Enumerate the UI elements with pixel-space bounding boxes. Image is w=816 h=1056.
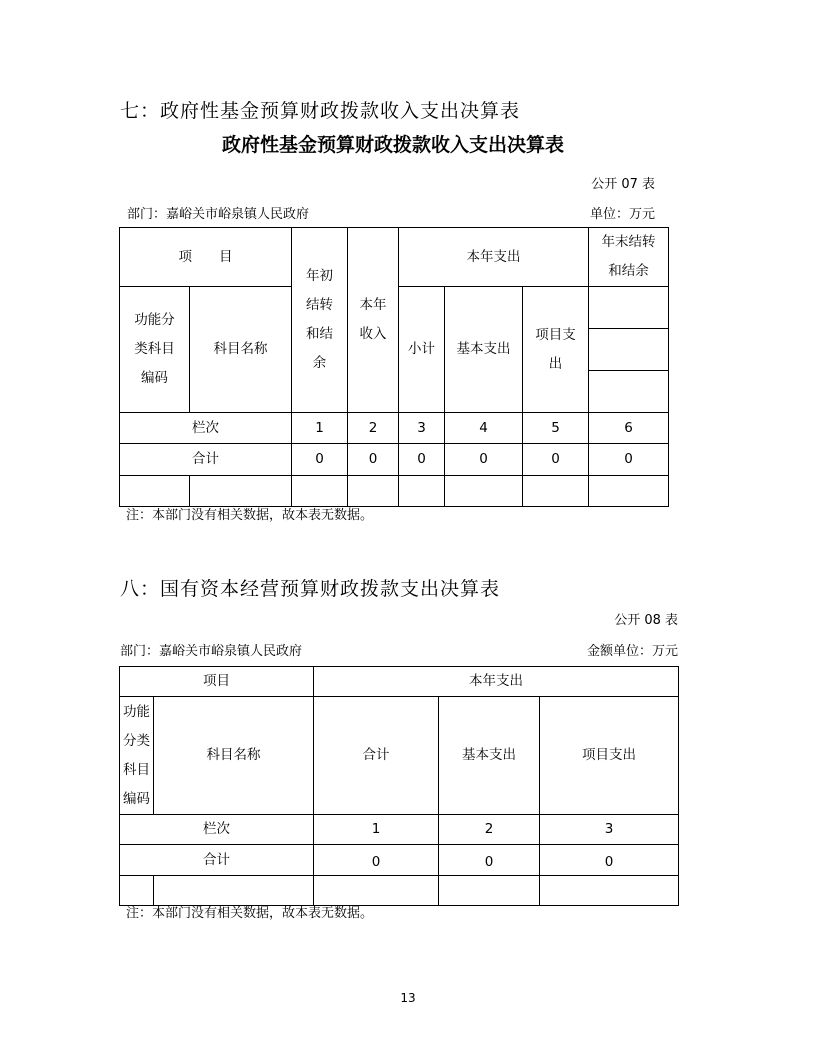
total-value: 0 [588, 443, 669, 476]
column-number: 1 [291, 412, 348, 444]
empty-cell [313, 875, 439, 906]
column-number: 3 [539, 814, 679, 845]
column-number: 3 [398, 412, 445, 444]
total-row-label: 合计 [119, 844, 314, 876]
header-code: 功能分类科目编码 [119, 696, 154, 815]
empty-cell [153, 875, 314, 906]
table-8-note: 注：本部门没有相关数据，故本表无数据。 [126, 906, 374, 921]
column-number: 2 [347, 412, 399, 444]
header-item: 项目 [119, 666, 314, 697]
empty-cell [398, 475, 445, 507]
total-value: 0 [522, 443, 589, 476]
header-expense: 本年支出 [313, 666, 679, 697]
header-total: 合计 [313, 696, 439, 815]
empty-cell [588, 475, 669, 507]
empty-cell [291, 475, 348, 507]
empty-cell [438, 875, 540, 906]
header-begin-balance: 年初结转和结余 [291, 227, 348, 413]
header-item: 项 目 [119, 227, 292, 287]
empty-cell [588, 370, 669, 413]
column-row-label: 栏次 [119, 814, 314, 845]
column-number: 1 [313, 814, 439, 845]
header-project: 项目支出 [522, 286, 589, 413]
empty-cell [119, 875, 154, 906]
table-7-note: 注：本部门没有相关数据，故本表无数据。 [126, 508, 374, 523]
table-7-title: 政府性基金预算财政拨款收入支出决算表 [221, 134, 564, 156]
header-end-balance: 年末结转和结余 [588, 227, 669, 287]
total-value: 0 [539, 844, 679, 876]
table-7-number: 公开 07 表 [591, 177, 655, 192]
empty-cell [444, 475, 523, 507]
section-8-heading: 八：国有资本经营预算财政拨款支出决算表 [120, 578, 501, 600]
column-number: 4 [444, 412, 523, 444]
empty-cell [119, 475, 190, 507]
column-number: 5 [522, 412, 589, 444]
total-value: 0 [313, 844, 439, 876]
table-7-department: 部门：嘉峪关市峪泉镇人民政府 [127, 207, 310, 222]
column-number: 2 [438, 814, 540, 845]
table-8-unit: 金额单位：万元 [586, 644, 678, 659]
column-number: 6 [588, 412, 669, 444]
total-value: 0 [398, 443, 445, 476]
empty-cell [539, 875, 679, 906]
total-value: 0 [438, 844, 540, 876]
header-subtotal: 小计 [398, 286, 445, 413]
header-basic: 基本支出 [438, 696, 540, 815]
table-8-department: 部门：嘉峪关市峪泉镇人民政府 [120, 644, 303, 659]
header-project: 项目支出 [539, 696, 679, 815]
total-value: 0 [347, 443, 399, 476]
empty-cell [588, 328, 669, 371]
section-7-heading: 七：政府性基金预算财政拨款收入支出决算表 [120, 100, 521, 122]
header-expense: 本年支出 [398, 227, 589, 287]
header-name: 科目名称 [189, 286, 292, 413]
empty-cell [588, 286, 669, 329]
page-number: 13 [400, 991, 416, 1005]
table-8-number: 公开 08 表 [614, 613, 678, 628]
header-basic: 基本支出 [444, 286, 523, 413]
table-7-unit: 单位：万元 [589, 207, 655, 222]
column-row-label: 栏次 [119, 412, 292, 444]
header-code: 功能分类科目编码 [119, 286, 190, 413]
header-name: 科目名称 [153, 696, 314, 815]
total-value: 0 [291, 443, 348, 476]
total-row-label: 合计 [119, 443, 292, 476]
empty-cell [522, 475, 589, 507]
empty-cell [347, 475, 399, 507]
total-value: 0 [444, 443, 523, 476]
header-income: 本年收入 [347, 227, 399, 413]
empty-cell [189, 475, 292, 507]
